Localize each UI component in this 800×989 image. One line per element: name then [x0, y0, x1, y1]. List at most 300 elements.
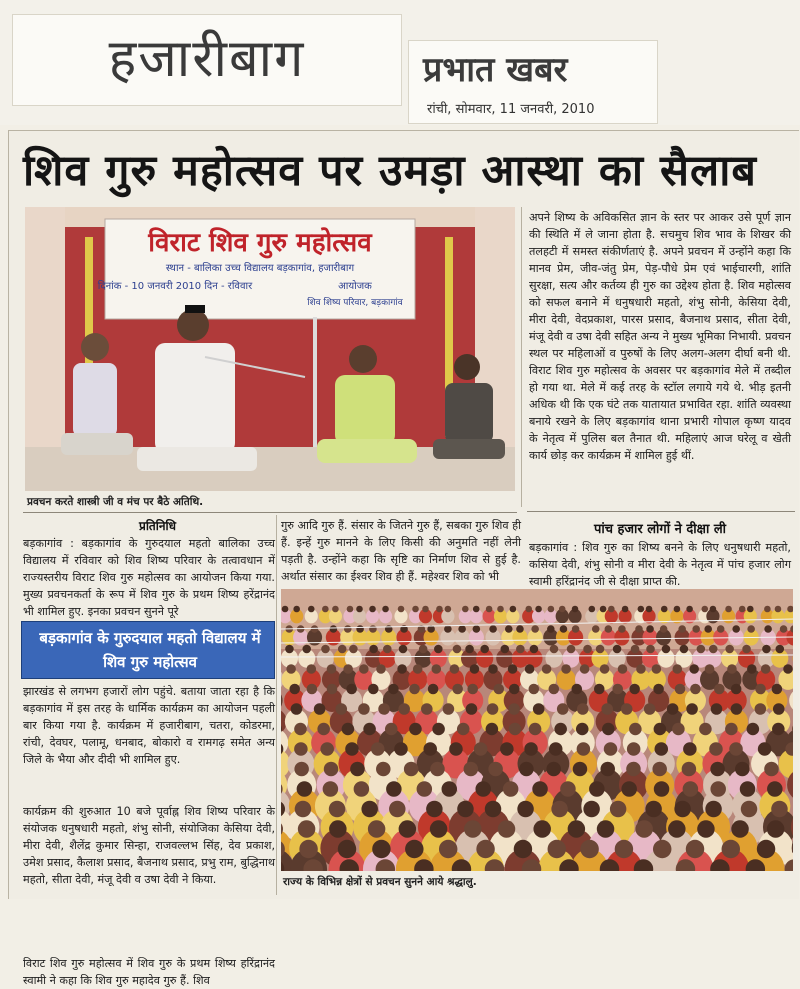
crowd-head [757, 840, 775, 858]
crowd-head [597, 820, 614, 837]
crowd-head [489, 625, 497, 633]
crowd-head [674, 606, 681, 613]
crowd-head [629, 684, 640, 695]
crowd-head [474, 742, 488, 756]
crowd-head [376, 762, 391, 777]
banner-organizer: शिव शिष्य परिवार, बड़कागांव [307, 296, 403, 308]
crowd-head [531, 625, 539, 633]
crowd-head [368, 684, 379, 695]
crowd-head [764, 606, 771, 613]
crowd-head [652, 664, 662, 674]
crowd-head [711, 703, 723, 715]
crowd-head [580, 664, 590, 674]
crowd-head [683, 742, 697, 756]
crowd-head [311, 625, 319, 633]
crowd-head [417, 781, 433, 797]
crowd-head [764, 625, 772, 633]
crowd-head [767, 781, 783, 797]
crowd-head [473, 606, 480, 613]
crowd-head [772, 684, 783, 695]
crowd-head [612, 684, 623, 695]
crowd-head [398, 606, 405, 613]
crowd-head [739, 606, 746, 613]
crowd-head [604, 742, 618, 756]
crowd-head [678, 625, 686, 633]
crowd-head [646, 625, 654, 633]
crowd-head [444, 625, 452, 633]
crowd-head [742, 645, 751, 654]
crowd-head [773, 703, 785, 715]
crowd-head [567, 645, 576, 654]
crowd-head [465, 645, 474, 654]
crowd-head [423, 742, 437, 756]
crowd-head [727, 664, 737, 674]
crowd-head [672, 723, 685, 736]
crowd-head [450, 664, 460, 674]
crowd-head [554, 723, 567, 736]
crowd-head [514, 840, 532, 858]
crowd-head [372, 840, 390, 858]
crowd-head [747, 664, 757, 674]
crowd-head [369, 606, 376, 613]
crowd-head [535, 606, 542, 613]
crowd-photo [281, 589, 793, 871]
crowd-head [369, 645, 378, 654]
crowd-head [674, 801, 691, 818]
crowd-head [682, 762, 697, 777]
crowd-head [458, 625, 466, 633]
byline: प्रतिनिधि [139, 517, 176, 534]
crowd-head [378, 703, 390, 715]
crowd-head [476, 840, 494, 858]
crowd-head [516, 625, 524, 633]
crowd-head [747, 606, 754, 613]
crowd-head [568, 820, 585, 837]
crowd-head [704, 625, 712, 633]
crowd-head [399, 645, 408, 654]
crowd-head [385, 625, 393, 633]
crowd-head [605, 625, 613, 633]
crowd-head [485, 801, 502, 818]
crowd-head [705, 664, 715, 674]
crowd-head [621, 781, 637, 797]
crowd-head [289, 684, 300, 695]
crowd-head [321, 645, 330, 654]
crowd-head [347, 606, 354, 613]
crowd-head [422, 606, 429, 613]
crowd-head [692, 625, 700, 633]
crowd-head [508, 703, 520, 715]
crowd-head [497, 606, 504, 613]
crowd-head [683, 781, 699, 797]
crowd-head [385, 723, 398, 736]
crowd-head [731, 684, 742, 695]
crowd-head [654, 781, 670, 797]
crowd-head [516, 645, 525, 654]
crowd-head [488, 664, 498, 674]
crowd-head [560, 781, 576, 797]
banner-date: दिनांक - 10 जनवरी 2010 दिन - रविवार [98, 280, 253, 292]
crowd-head [577, 703, 589, 715]
crowd-head [710, 762, 725, 777]
crowd-head [343, 664, 353, 674]
divider [527, 511, 795, 512]
headline: शिव गुरु महोत्सव पर उमड़ा आस्था का सैलाब [23, 139, 793, 198]
crowd-head [549, 742, 563, 756]
crowd-head [346, 684, 357, 695]
crowd-head [722, 840, 740, 858]
crowd-head [560, 625, 568, 633]
crowd-head [413, 664, 423, 674]
crowd-head [755, 703, 767, 715]
crowd-head [356, 606, 363, 613]
crowd-head [302, 645, 311, 654]
crowd-head [731, 820, 748, 837]
crowd-head [363, 723, 376, 736]
crowd-head [358, 703, 370, 715]
article-body-right: अपने शिष्य के अविकसित ज्ञान के स्तर पर आकर उसे पूर्ण ज्ञान की स्थिति में ले जाना होता है. सचमुच शिव भाव के शिखर की तलहटी में समस्त संकीर्णताएं है. अपने प्रवचन में उन्होंने कहा कि मानव प्रेम, जीव-जंतु प्रेम, पेड़-पौधे प्रेम एवं भाईचारगी, शांति सुरक्षा, सत्य और कर्तव्य ही गुरु का उद्देश्य होता है. शिव महोत्सव को सफल बनाने में धनुषधारी महतो, शंभु सोनी, केसिया देवी, मीरा देवी, वेदप्रकाश, पारस प्रसाद, बैजनाथ प्रसाद, सीता देवी, मंजू देवी व उषा देवी सहित अन्य ने मुख्य भूमिका निभायी. प्रवचन स्थल पर महिलाओं व पुरुषों के लिए अलग-अलग दीर्घा बनी थी. विराट शिव गुरु महोत्सव के अवसर पर बड़कागांव मेले में तब्दील हो गया था. मेले में कई तरह के स्टॉल लगाये गये थे. भीड़ इतनी अधिक थी कि एक घंटे तक यातायात प्रभावित रहा. शांति व्यवस्था बनाये रखने के लिए बड़कागांव थाना प्रभारी गोपाल कृष्ण यादव के नेतृत्व में पुलिस बल तैनात थी. महिलाएं आज घरेलू व खेती कार्य छोड़ कर कार्यक्रम में शामिल हुई थीं. [529, 209, 791, 464]
crowd-head [473, 625, 481, 633]
crowd-head [547, 625, 555, 633]
crowd-head [464, 762, 479, 777]
crowd-head [404, 762, 419, 777]
crowd-head [615, 840, 633, 858]
crowd-head [600, 762, 615, 777]
crowd-head [697, 645, 706, 654]
crowd-head [741, 801, 758, 818]
crowd-head [662, 645, 671, 654]
crowd-head [550, 645, 559, 654]
crowd-head [577, 742, 591, 756]
crowd-head [327, 664, 337, 674]
crowd-head [551, 801, 568, 818]
crowd-head [780, 625, 788, 633]
article-body-left: झारखंड से लगभग हजारों लोग पहुंचे. बताया जाता रहा है कि बड़कागांव में इस तरह के धार्मिक कार्यक्रम का आयोजन पहली बार किया गया है. कार्यक्रम में हजारीबाग, चतरा, कोडरमा, रांची, देवघर, पलामू, धनबाद, बोकारो व रामगढ़ समेत अन्य जिले के भैया और दीदी भी शामिल हुए. [23, 683, 275, 768]
crowd-head [548, 606, 555, 613]
crowd-head [589, 781, 605, 797]
crowd-head [412, 606, 419, 613]
divider [23, 512, 517, 513]
stage-photo [25, 207, 515, 491]
crowd-head [686, 840, 704, 858]
crowd-head [519, 762, 534, 777]
crowd-head [561, 664, 571, 674]
crowd-head [626, 762, 641, 777]
crowd-head [500, 645, 509, 654]
crowd-head [398, 703, 410, 715]
article [8, 130, 799, 899]
crowd-head [389, 801, 406, 818]
crowd-head [307, 664, 317, 674]
crowd-head [680, 645, 689, 654]
crowd-head [323, 781, 339, 797]
crowd-head [500, 742, 514, 756]
crowd-head [714, 684, 725, 695]
crowd-head [356, 625, 364, 633]
banner-organizer-label: आयोजक [338, 280, 372, 292]
crowd-head [409, 684, 420, 695]
crowd-head [475, 781, 491, 797]
crowd-head [542, 664, 552, 674]
crowd-head [298, 820, 315, 837]
crowd-head [376, 664, 386, 674]
crowd-head [464, 820, 481, 837]
crowd-head [690, 684, 701, 695]
crowd-head [453, 645, 462, 654]
crowd-head [327, 684, 338, 695]
crowd-head [359, 664, 369, 674]
crowd-head [505, 625, 513, 633]
crowd-head [467, 684, 478, 695]
crowd-head [629, 723, 642, 736]
crowd-head [717, 625, 725, 633]
crowd-head [755, 684, 766, 695]
crowd-head [449, 742, 463, 756]
crowd-head [324, 762, 339, 777]
crowd-head [638, 606, 645, 613]
crowd-head [394, 742, 408, 756]
crowd-head [282, 606, 289, 613]
crowd-head [439, 840, 457, 858]
crowd-head [386, 781, 402, 797]
crowd-head [421, 703, 433, 715]
crowd-head [652, 762, 667, 777]
crowd-head [709, 742, 723, 756]
crowd-head [432, 723, 445, 736]
crowd-head [486, 723, 499, 736]
crowd-head [660, 625, 668, 633]
crowd-head [710, 606, 717, 613]
subheading: पांच हजार लोगों ने दीक्षा ली [529, 519, 791, 537]
article-body-left: विराट शिव गुरु महोत्सव में शिव गुरु के प्रथम शिष्य हरिंद्रानंद स्वामी ने कहा कि शिव गुरु महादेव गुरु हैं. शिव [23, 955, 275, 989]
crowd-head [673, 664, 683, 674]
crowd-head [308, 606, 315, 613]
crowd-head [559, 606, 566, 613]
crowd-head [462, 606, 469, 613]
column-divider [521, 207, 522, 507]
crowd-head [699, 723, 712, 736]
crowd-head [445, 606, 452, 613]
crowd-head [627, 742, 641, 756]
crowd-head [725, 606, 732, 613]
crowd-head [320, 742, 334, 756]
crowd-head [602, 723, 615, 736]
crowd-head [487, 703, 499, 715]
crowd-head [295, 801, 312, 818]
crowd-head [767, 820, 784, 837]
crowd-head [286, 664, 296, 674]
crowd-head [583, 645, 592, 654]
crowd-head [530, 645, 539, 654]
crowd-head [725, 723, 738, 736]
crowd-head [503, 781, 519, 797]
crowd-head [668, 820, 685, 837]
crowd-head [332, 606, 339, 613]
crowd-head [338, 645, 347, 654]
crowd-head [686, 606, 693, 613]
crowd-head [705, 801, 722, 818]
article-body-subsection: बड़कागांव : शिव गुरु का शिष्य बनने के लिए धनुषधारी महतो, कसिया देवी, शंभु सोनी व मीरा देवी के नेतृत्व में पांच हजार लोग स्वामी हरिंद्रानंद जी से दीक्षा प्राप्त की. [529, 539, 791, 590]
crowd-head [771, 801, 788, 818]
crowd-head [729, 742, 743, 756]
crowd-head [621, 703, 633, 715]
crowd-head [486, 606, 493, 613]
crowd-head [525, 664, 535, 674]
crowd-head [592, 625, 600, 633]
article-body-middle: गुरु आदि गुरु हैं. संसार के जितने गुरु हैं, सबका गुरु शिव ही हैं. इन्हें गुरु मानने के लिए किसी की अनुमति नहीं लेनी पड़ती है. उन्होंने कहा कि सृष्टि का निर्माण शिव से हुई है. अर्थात संसार का ईश्वर शिव ही हैं. महेश्वर शिव को भी [281, 517, 521, 585]
newspaper-logo-box [408, 40, 658, 124]
crowd-head [399, 820, 416, 837]
crowd-head [631, 645, 640, 654]
crowd-head [442, 781, 458, 797]
crowd-head [600, 664, 610, 674]
crowd-head [583, 801, 600, 818]
crowd-head [344, 625, 352, 633]
crowd-head [747, 723, 760, 736]
crowd-head [732, 625, 740, 633]
crowd-head [426, 801, 443, 818]
crowd-head [397, 664, 407, 674]
photo-caption: राज्य के विभिन्न क्षेत्रों से प्रवचन सुनने आये श्रद्धालु. [283, 875, 783, 889]
crowd-head [382, 606, 389, 613]
crowd-head [548, 840, 566, 858]
crowd-head [432, 664, 442, 674]
crowd-head [725, 645, 734, 654]
crowd-head [775, 606, 782, 613]
crowd-head [740, 781, 756, 797]
crowd-head [709, 645, 718, 654]
crowd-head [580, 840, 598, 858]
crowd-head [509, 723, 522, 736]
crowd-head [761, 664, 771, 674]
crowd-head [434, 645, 443, 654]
crowd-head [428, 684, 439, 695]
crowd-head [291, 703, 303, 715]
crowd-head [762, 645, 771, 654]
crowd-head [329, 801, 346, 818]
crowd-head [293, 606, 300, 613]
crowd-head [285, 645, 294, 654]
crowd-head [635, 820, 652, 837]
crowd-head [299, 840, 317, 858]
crowd-head [608, 606, 615, 613]
crowd-head [572, 606, 579, 613]
crowd-head [601, 703, 613, 715]
crowd-head [653, 840, 671, 858]
crowd-head [772, 723, 785, 736]
crowd-head [589, 606, 596, 613]
crowd-head [654, 723, 667, 736]
crowd-head [594, 684, 605, 695]
pull-quote-text: बड़कागांव के गुरुदयाल महतो विद्यालय में शिव गुरु महोत्सव [30, 626, 270, 674]
crowd-head [546, 762, 561, 777]
banner-venue: स्थान - बालिका उच्च विद्यालय बड़कागांव, हजारीबाग [166, 262, 355, 274]
crowd-head [350, 762, 365, 777]
crowd-head [549, 684, 560, 695]
crowd-head [409, 723, 422, 736]
crowd-head [646, 645, 655, 654]
crowd-head [600, 606, 607, 613]
crowd-head [775, 645, 784, 654]
crowd-head [330, 625, 338, 633]
crowd-head [675, 684, 686, 695]
crowd-head [509, 684, 520, 695]
crowd-head [443, 703, 455, 715]
crowd-head [510, 606, 517, 613]
crowd-head [525, 606, 532, 613]
crowd-head [322, 606, 329, 613]
dateline: रांची, सोमवार, 11 जनवरी, 2010 [427, 99, 594, 117]
crowd-head [517, 801, 534, 818]
crowd-head [667, 703, 679, 715]
crowd-head [342, 723, 355, 736]
crowd-head [610, 801, 627, 818]
newspaper-name: प्रभात खबर [423, 45, 567, 91]
crowd-head [436, 606, 443, 613]
crowd-head [618, 664, 628, 674]
crowd-head [635, 625, 643, 633]
crowd-head [405, 840, 423, 858]
crowd-head [349, 645, 358, 654]
article-body-intro: बड़कागांव : बड़कागांव के गुरुदयाल महतो बालिका उच्च विद्यालय में रविवार को शिव शिष्य परिवार के तत्वावधान में राज्यस्तरीय विराट शिव गुरु महोत्सव का आयोजन किया गया. मुख्य प्रवचनकर्ता के रूप में शिव गुरु के प्रथम शिष्य हरेंद्रानंद भी शामिल हुए. इनका प्रवचन सुनने पूरे [23, 535, 275, 620]
crowd-head [655, 742, 669, 756]
crowd-head [618, 625, 626, 633]
crowd-head [369, 625, 377, 633]
crowd-head [764, 762, 779, 777]
crowd-head [388, 684, 399, 695]
crowd-head [758, 742, 772, 756]
crowd-head [297, 781, 313, 797]
crowd-head [576, 723, 589, 736]
crowd-head [701, 606, 708, 613]
photo-caption: प्रवचन करते शास्त्री जी व मंच पर बैठे अतिथि. [27, 495, 517, 509]
crowd-head [314, 703, 326, 715]
crowd-head [653, 684, 664, 695]
crowd-head [317, 723, 330, 736]
crowd-head [354, 781, 370, 797]
crowd-head [430, 820, 447, 837]
crowd-head [689, 664, 699, 674]
crowd-head [452, 684, 463, 695]
crowd-head [572, 625, 580, 633]
crowd-head [557, 703, 569, 715]
crowd-head [493, 684, 504, 695]
crowd-head [636, 664, 646, 674]
crowd-head [457, 801, 474, 818]
city-name: हजारीबाग [13, 21, 401, 92]
crowd-head [329, 820, 346, 837]
crowd-head [747, 625, 755, 633]
crowd-head [533, 820, 550, 837]
article-body-left: कार्यक्रम की शुरुआत 10 बजे पूर्वाह्न शिव शिष्य परिवार के संयोजक धनुषधारी महतो, शंभु सोनी, संयोजिका केसिया देवी, मीरा देवी, शैलेंद्र कुमार सिन्हा, राजवल्लभ सिंह, देव प्रकाश, उमेश प्रसाद, कैलाश प्रसाद, बैजनाथ प्रसाद, प्रभु राम, बुद्धिनाथ महतो, सीता देवी, मंजू देवी व उषा देवी ने किया. [23, 803, 275, 888]
crowd-head [294, 762, 309, 777]
crowd-head [508, 664, 518, 674]
column-divider [276, 515, 277, 895]
crowd-head [338, 840, 356, 858]
crowd-head [783, 664, 793, 674]
crowd-head [613, 645, 622, 654]
city-name-box [12, 14, 402, 106]
crowd-head [529, 723, 542, 736]
crowd-head [488, 762, 503, 777]
banner-title: विराट शिव गुरु महोत्सव [147, 227, 373, 259]
crowd-head [457, 723, 470, 736]
crowd-head [335, 703, 347, 715]
crowd-head [430, 762, 445, 777]
crowd-head [573, 762, 588, 777]
crowd-head [307, 684, 318, 695]
crowd-head [498, 820, 515, 837]
